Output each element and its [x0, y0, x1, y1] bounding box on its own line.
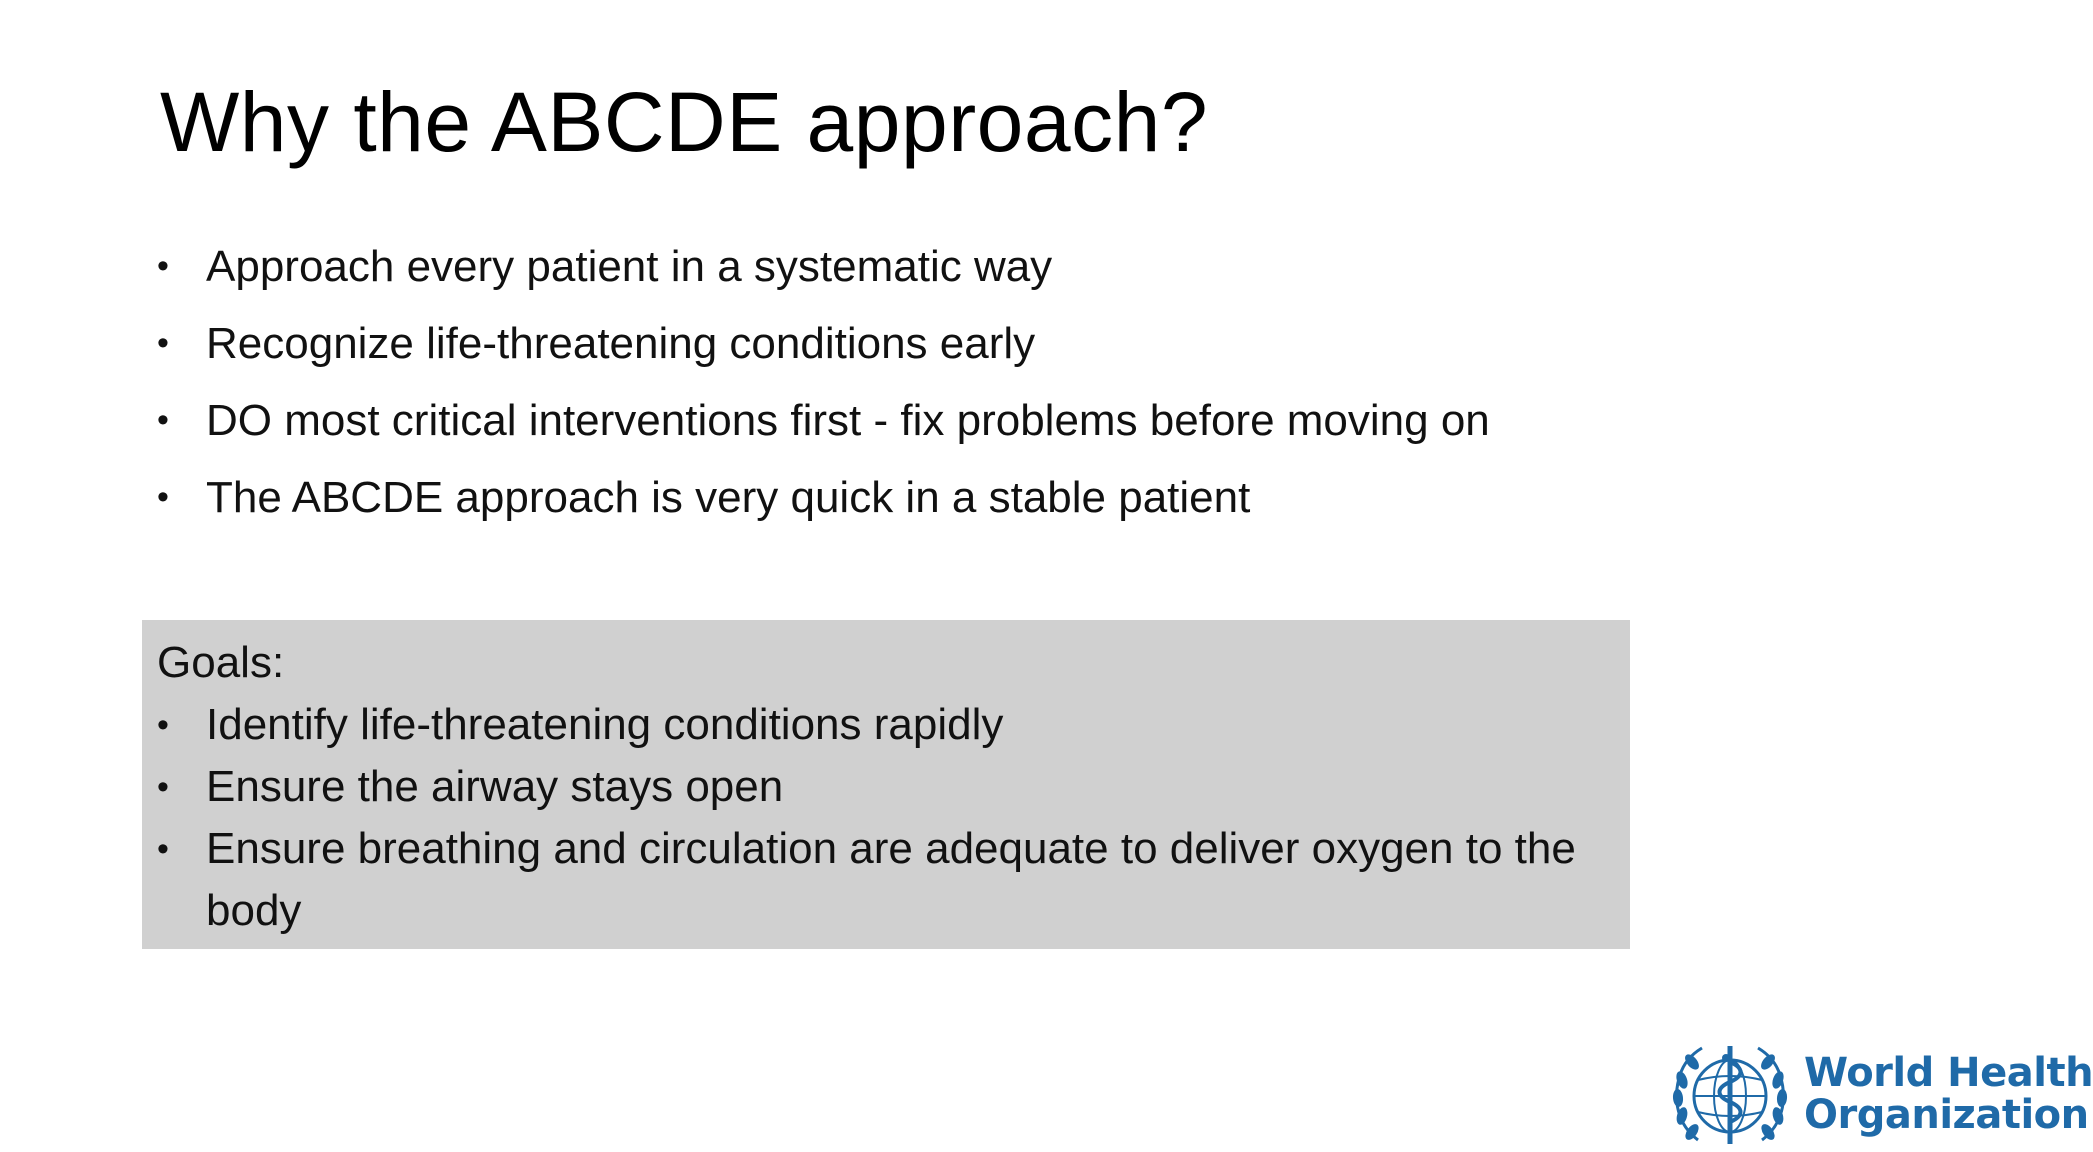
goal-text: Ensure breathing and circulation are adequate to deliver oxygen to the body [206, 824, 1576, 935]
goals-box [142, 620, 1630, 949]
bullet-text: The ABCDE approach is very quick in a stable patient [206, 473, 1251, 522]
goal-text: Ensure the airway stays open [206, 762, 784, 811]
goal-item [157, 694, 1630, 756]
goal-item [157, 818, 1630, 942]
goals-heading: Goals: [157, 638, 285, 687]
bullet-dot-icon: • [157, 706, 169, 744]
bullet-list [157, 228, 1490, 536]
bullet-text: Approach every patient in a systematic way [206, 242, 1053, 291]
who-logo-line1: World Health [1804, 1050, 2093, 1096]
bullet-dot-icon: • [157, 768, 169, 806]
goal-item [157, 756, 1630, 818]
bullet-item [157, 459, 1490, 536]
who-logo-line2: Organization [1804, 1092, 2089, 1138]
bullet-item [157, 228, 1490, 305]
who-emblem-icon [1668, 1040, 1792, 1152]
goal-text: Identify life-threatening conditions rapidly [206, 700, 1004, 749]
slide-title: Why the ABCDE approach? [160, 75, 1209, 169]
bullet-item [157, 305, 1490, 382]
bullet-dot-icon: • [157, 324, 169, 362]
bullet-dot-icon: • [157, 247, 169, 285]
who-logo-text [1804, 1052, 2093, 1136]
goals-list [157, 694, 1630, 942]
bullet-text: DO most critical interventions first - fix problems before moving on [206, 396, 1490, 445]
bullet-dot-icon: • [157, 830, 169, 868]
bullet-dot-icon: • [157, 401, 169, 439]
bullet-item [157, 382, 1490, 459]
who-logo [1668, 1036, 2093, 1152]
bullet-text: Recognize life-threatening conditions early [206, 319, 1036, 368]
bullet-dot-icon: • [157, 478, 169, 516]
